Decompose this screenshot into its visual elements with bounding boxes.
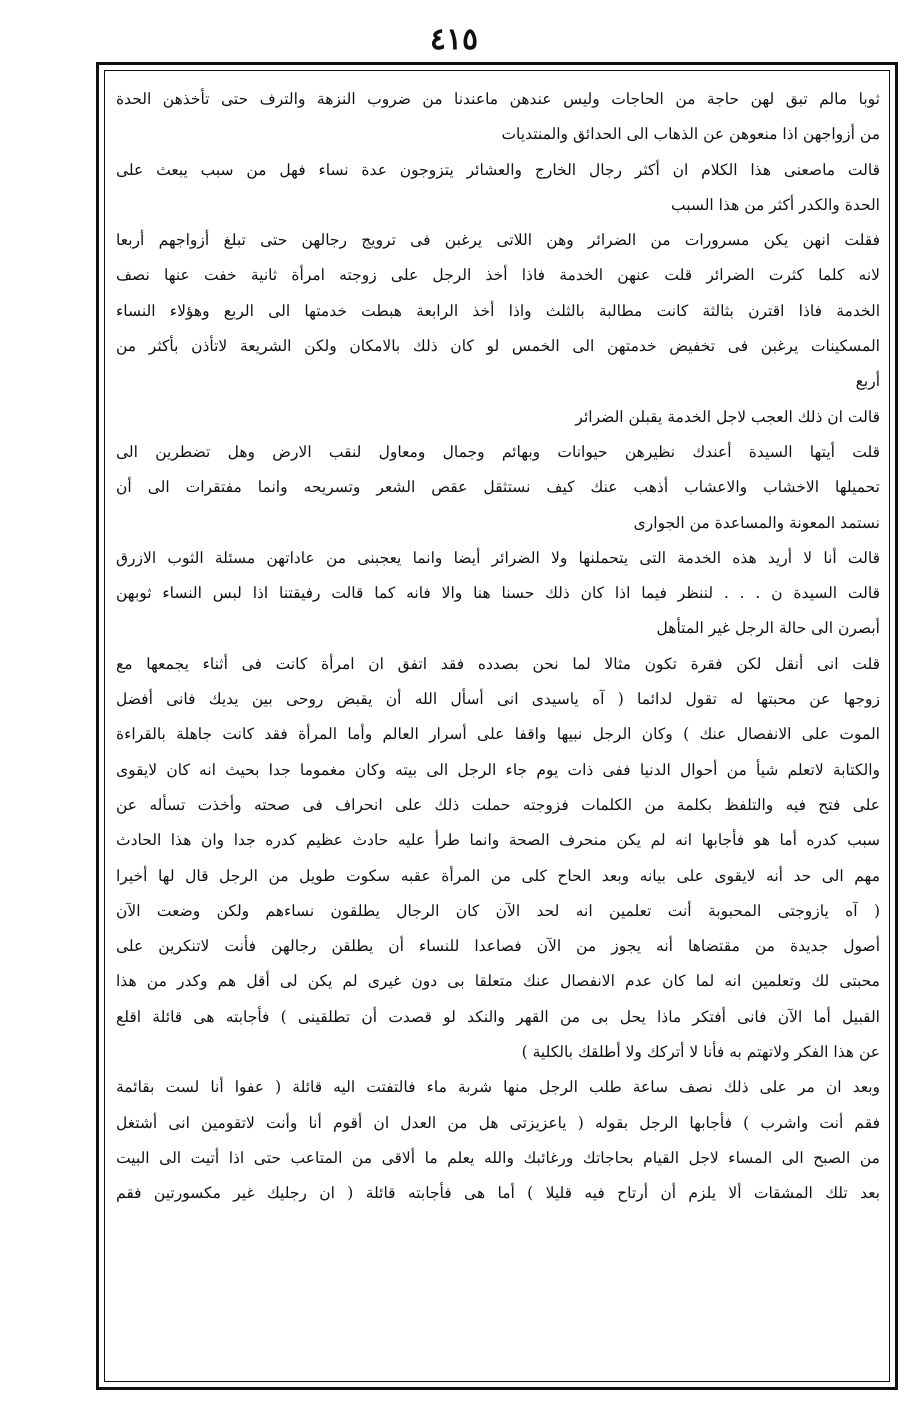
text-line: المسكينات يرغبن فى تخفيض خدمتهن الى الخمس لو كان ذلك بالامكان ولكن الشريعة لاتأذن بأكثر من: [116, 337, 880, 356]
text-line: القبيل أما الآن فانى أفتكر ماذا يحل بى من القهر والنكد لو قصدت أن تطلقينى ) فأجابته هى قائلة اقلع: [116, 1007, 880, 1026]
text-line: ( آه يازوجتى المحبوبة أنت تعلمين انه لحد الآن كان الرجال يطلقون نساءهم ولكن وضعت الآن: [116, 901, 880, 920]
text-line: من أزواجهن اذا منعوهن عن الذهاب الى الحدائق والمنتديات: [501, 125, 880, 144]
text-body: [116, 82, 880, 1378]
text-line: لانه كلما كثرت الضرائر قلت عنهن الخدمة فاذا أخذ الرجل على زوجته امرأة ثانية خفت عنها نصف: [116, 266, 880, 285]
text-line: الخدمة فاذا اقترن بثالثة كانت مطالبة بالثلث واذا أخذ الرابعة هبطت خدمتها الى الربع وهؤلاء النساء: [116, 301, 880, 320]
text-line: من الصبح الى المساء لاجل القيام بحاجاتك ورغائبك والله يعلم ما ألاقى من المتاعب حتى اذا أتيت الى البيت: [116, 1148, 880, 1167]
text-line: عن هذا الفكر ولاتهتم به فأنا لا أتركك ولا أطلقك بالكلية ): [521, 1043, 880, 1062]
text-line: قالت ماصعنى هذا الكلام ان أكثر رجال الخارج والعشائر يتزوجون عدة نساء فهل من سبب يبعث على: [116, 160, 880, 179]
text-line: زوجها عن محبتها له تقول لدائما ( آه ياسيدى انى أسأل الله أن يقبض روحى بين يديك فانى أفضل: [116, 690, 880, 709]
text-line: على فتح فيه والتلفظ بكلمة من الكلمات فزوجته حملت ذلك على انحراف فى صحته وأخذت تسأله عن: [116, 795, 880, 814]
text-line: تحميلها الاخشاب والاعشاب أذهب عنك كيف نستثقل عقص الشعر وتسريحه وانما مفتقرات الى أن: [116, 478, 880, 497]
text-line: فقلت انهن يكن مسرورات من الضرائر وهن اللاتى يرغبن فى ترويج رجالهن حتى تبلغ أزواجهم أربعا: [116, 231, 880, 250]
text-line: قالت ان ذلك العجب لاجل الخدمة يقبلن الضرائر: [575, 407, 880, 426]
text-line: بعد تلك المشقات ألا يلزم أن أرتاح فيه قليلا ) أما هى فأجابته قائلة ( ان رجليك غير مكسورتين فقم: [116, 1184, 880, 1203]
text-line: نستمد المعونة والمساعدة من الجوارى: [633, 513, 880, 532]
text-line: ثوبا مالم تبق لهن حاجة من الحاجات وليس عندهن ماعندنا من ضروب النزهة والترف حتى تأخذهن الحدة: [116, 90, 880, 108]
text-line: سبب كدره أما هو فأجابها انه لم يكن منحرف الصحة وانما طرأ عليه حادث عظيم كدره جدا وان هذا الحادث: [116, 831, 880, 850]
text-line: فقم أنت واشرب ) فأجابها الرجل بقوله ( ياعزيزتى هل من العدل ان أقوم أنا وأنت لاتقومين انى أشتغل: [116, 1113, 880, 1132]
text-line: محبتى لك وتعلمين انه لما كان عدم الانفصال عنك متعلقا بى دون غيرى لم يكن لى أقل هم وكدر من هذا: [116, 972, 880, 991]
text-line: الموت على الانفصال عنك ) وكان الرجل نبيها واقفا على أسرار العالم وأما المرأة فقد كانت جاهلة بالقراءة: [116, 725, 880, 744]
text-line: والكتابة لاتعلم شيأ من أحوال الدنيا ففى ذات يوم جاء الرجل الى بيته وكان مغموما جدا بحيث انه كان لايقوى: [116, 760, 880, 779]
text-line: قالت أنا لا أريد هذه الخدمة التى يتحملنها ولا الضرائر أيضا وانما يعجبنى من عاداتهن مسئلة الثوب الازرق: [116, 548, 880, 567]
text-line: أصول جديدة من مقتضاها أنه يجوز من الآن فصاعدا للنساء أن يطلقن رجالهن فأنت لاتنكرين على: [116, 937, 880, 956]
text-line: قالت السيدة ن . . . لننظر فيما اذا كان ذلك حسنا هنا والا فانه كما قالت رفيقتنا اذا لبس النساء ثوبهن: [116, 584, 880, 603]
text-line: أبصرن الى حالة الرجل غير المتأهل: [656, 619, 880, 638]
text-line: مهم الى حد أنه لايقوى على بيانه وبعد الحاح كلى من المرأة عقبه سكوت طويل من الرجل قال لها أخيرا: [116, 866, 880, 885]
text-line: الحدة والكدر أكثر من هذا السبب: [670, 195, 880, 214]
text-line: قلت انى أنقل لكن فقرة تكون مثالا لما نحن بصدده فقد اتفق ان امرأة كانت فى أثناء يجمعها مع: [116, 654, 880, 673]
page-number: ٤١٥: [429, 22, 479, 57]
text-line: وبعد ان مر على ذلك نصف ساعة طلب الرجل منها شربة ماء فالتفتت اليه قائلة ( عفوا أنا لست بقائمة: [116, 1078, 880, 1097]
text-line: أربع: [855, 372, 880, 391]
text-line: قلت أيتها السيدة أعندك نظيرهن حيوانات وبهائم وجمال ومعاول لنقب الارض وهل تضطرين الى: [116, 442, 880, 461]
